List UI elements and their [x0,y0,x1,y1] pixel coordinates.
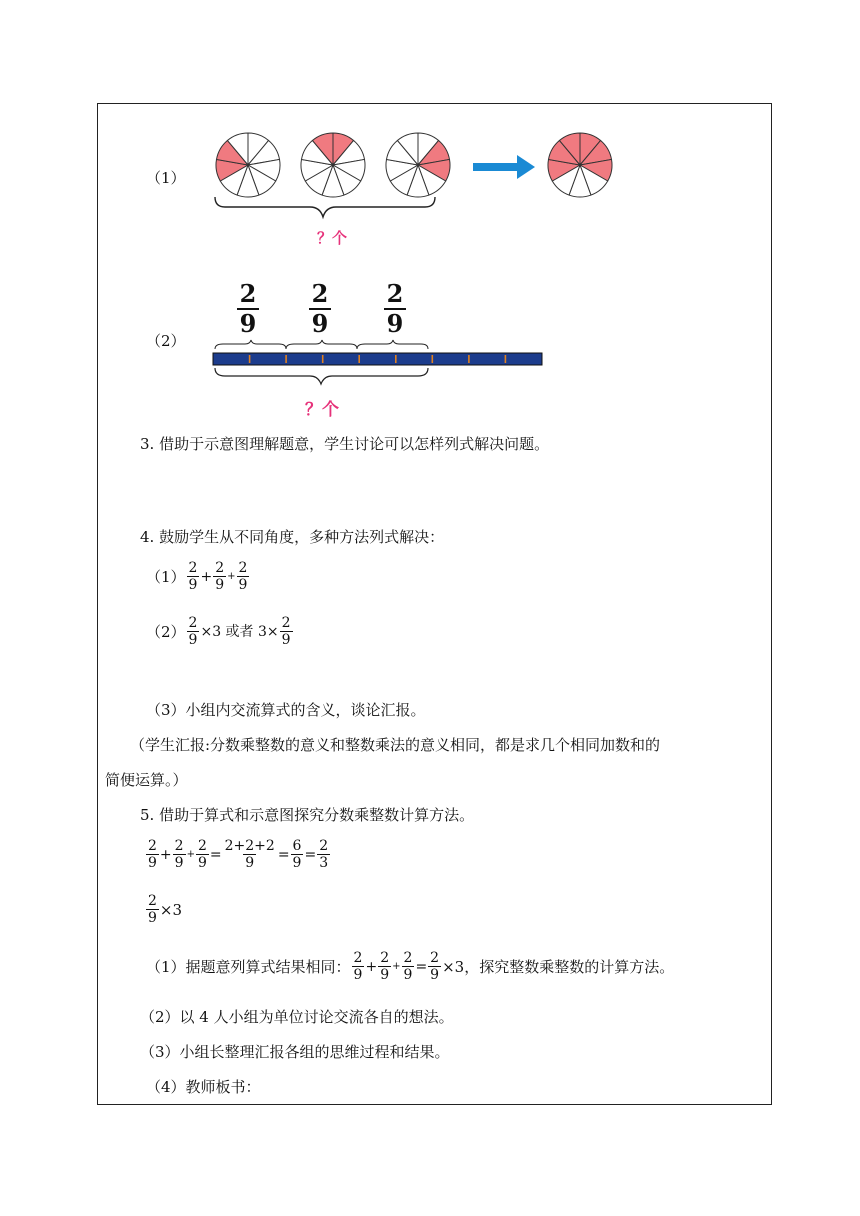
step3-text: 3. 借助于示意图理解题意，学生讨论可以怎样列式解决问题。 [140,435,550,453]
small-brace-icon-1 [215,340,286,349]
brace-icon-bottom [215,368,428,384]
step4-item2: （2） $\frac{2}{9}$ ×3 或者 3× $\frac{2}{9}$ [146,615,291,648]
fraction-label-3: $\frac{2}{9}$ [384,280,406,338]
step5-equation: $\frac{2}{9}$ + $\frac{2}{9}$ + $\frac{2}{9}$ = $\frac{2+2+2}{9}$ = $\frac{6}{9}$ = $\frac{2}{3}$ [148,838,329,871]
step4-title: 4. 鼓励学生从不同角度，多种方法列式解决： [140,528,445,546]
pie-circle [301,133,365,197]
step5-item1: （1）据题意列算式结果相同： $\frac{2}{9}$ + $\frac{2}{9}$ + $\frac{2}{9}$ = $\frac{2}{9}$ ×3 ，探究整数乘整数的计算方法。 [146,950,675,983]
bar-diagram [205,338,550,388]
step5-title: 5. 借助于算式和示意图探究分数乘整数计算方法。 [140,806,475,824]
small-brace-icon-3 [357,340,428,349]
fraction-label-2: $\frac{2}{9}$ [309,280,331,338]
brace-icon [215,197,435,217]
report-line-2: 简便运算。） [105,771,188,789]
step5-times-expression: $\frac{2}{9}$ ×3 [148,893,183,926]
diagram2-question: ？个 [305,400,339,420]
diagram2-label: （2） [146,332,186,350]
step5-item2: （2）以 4 人小组为单位讨论交流各自的想法。 [140,1008,454,1026]
step4-item1: （1） $\frac{2}{9}$ + $\frac{2}{9}$ + $\frac{2}{9}$ [146,560,248,593]
small-brace-icon-2 [286,340,357,349]
fraction-label-1: $\frac{2}{9}$ [237,280,259,338]
diagram1-label: （1） [146,169,186,187]
step5-item4: （4）教师板书： [146,1078,261,1096]
diagram1-question: ？个 [317,229,348,247]
pie-circle [216,133,280,197]
step5-item3: （3）小组长整理汇报各组的思维过程和结果。 [140,1043,450,1061]
arrow-icon [473,155,535,179]
step4-item3: （3）小组内交流算式的含义，谈论汇报。 [146,701,426,719]
report-line-1: （学生汇报:分数乘整数的意义和整数乘法的意义相同，都是求几个相同加数和的 [130,736,661,754]
pie-diagram [205,125,625,250]
length-bar [213,353,542,365]
pie-circle-result [548,133,612,197]
pie-circle [386,133,450,197]
